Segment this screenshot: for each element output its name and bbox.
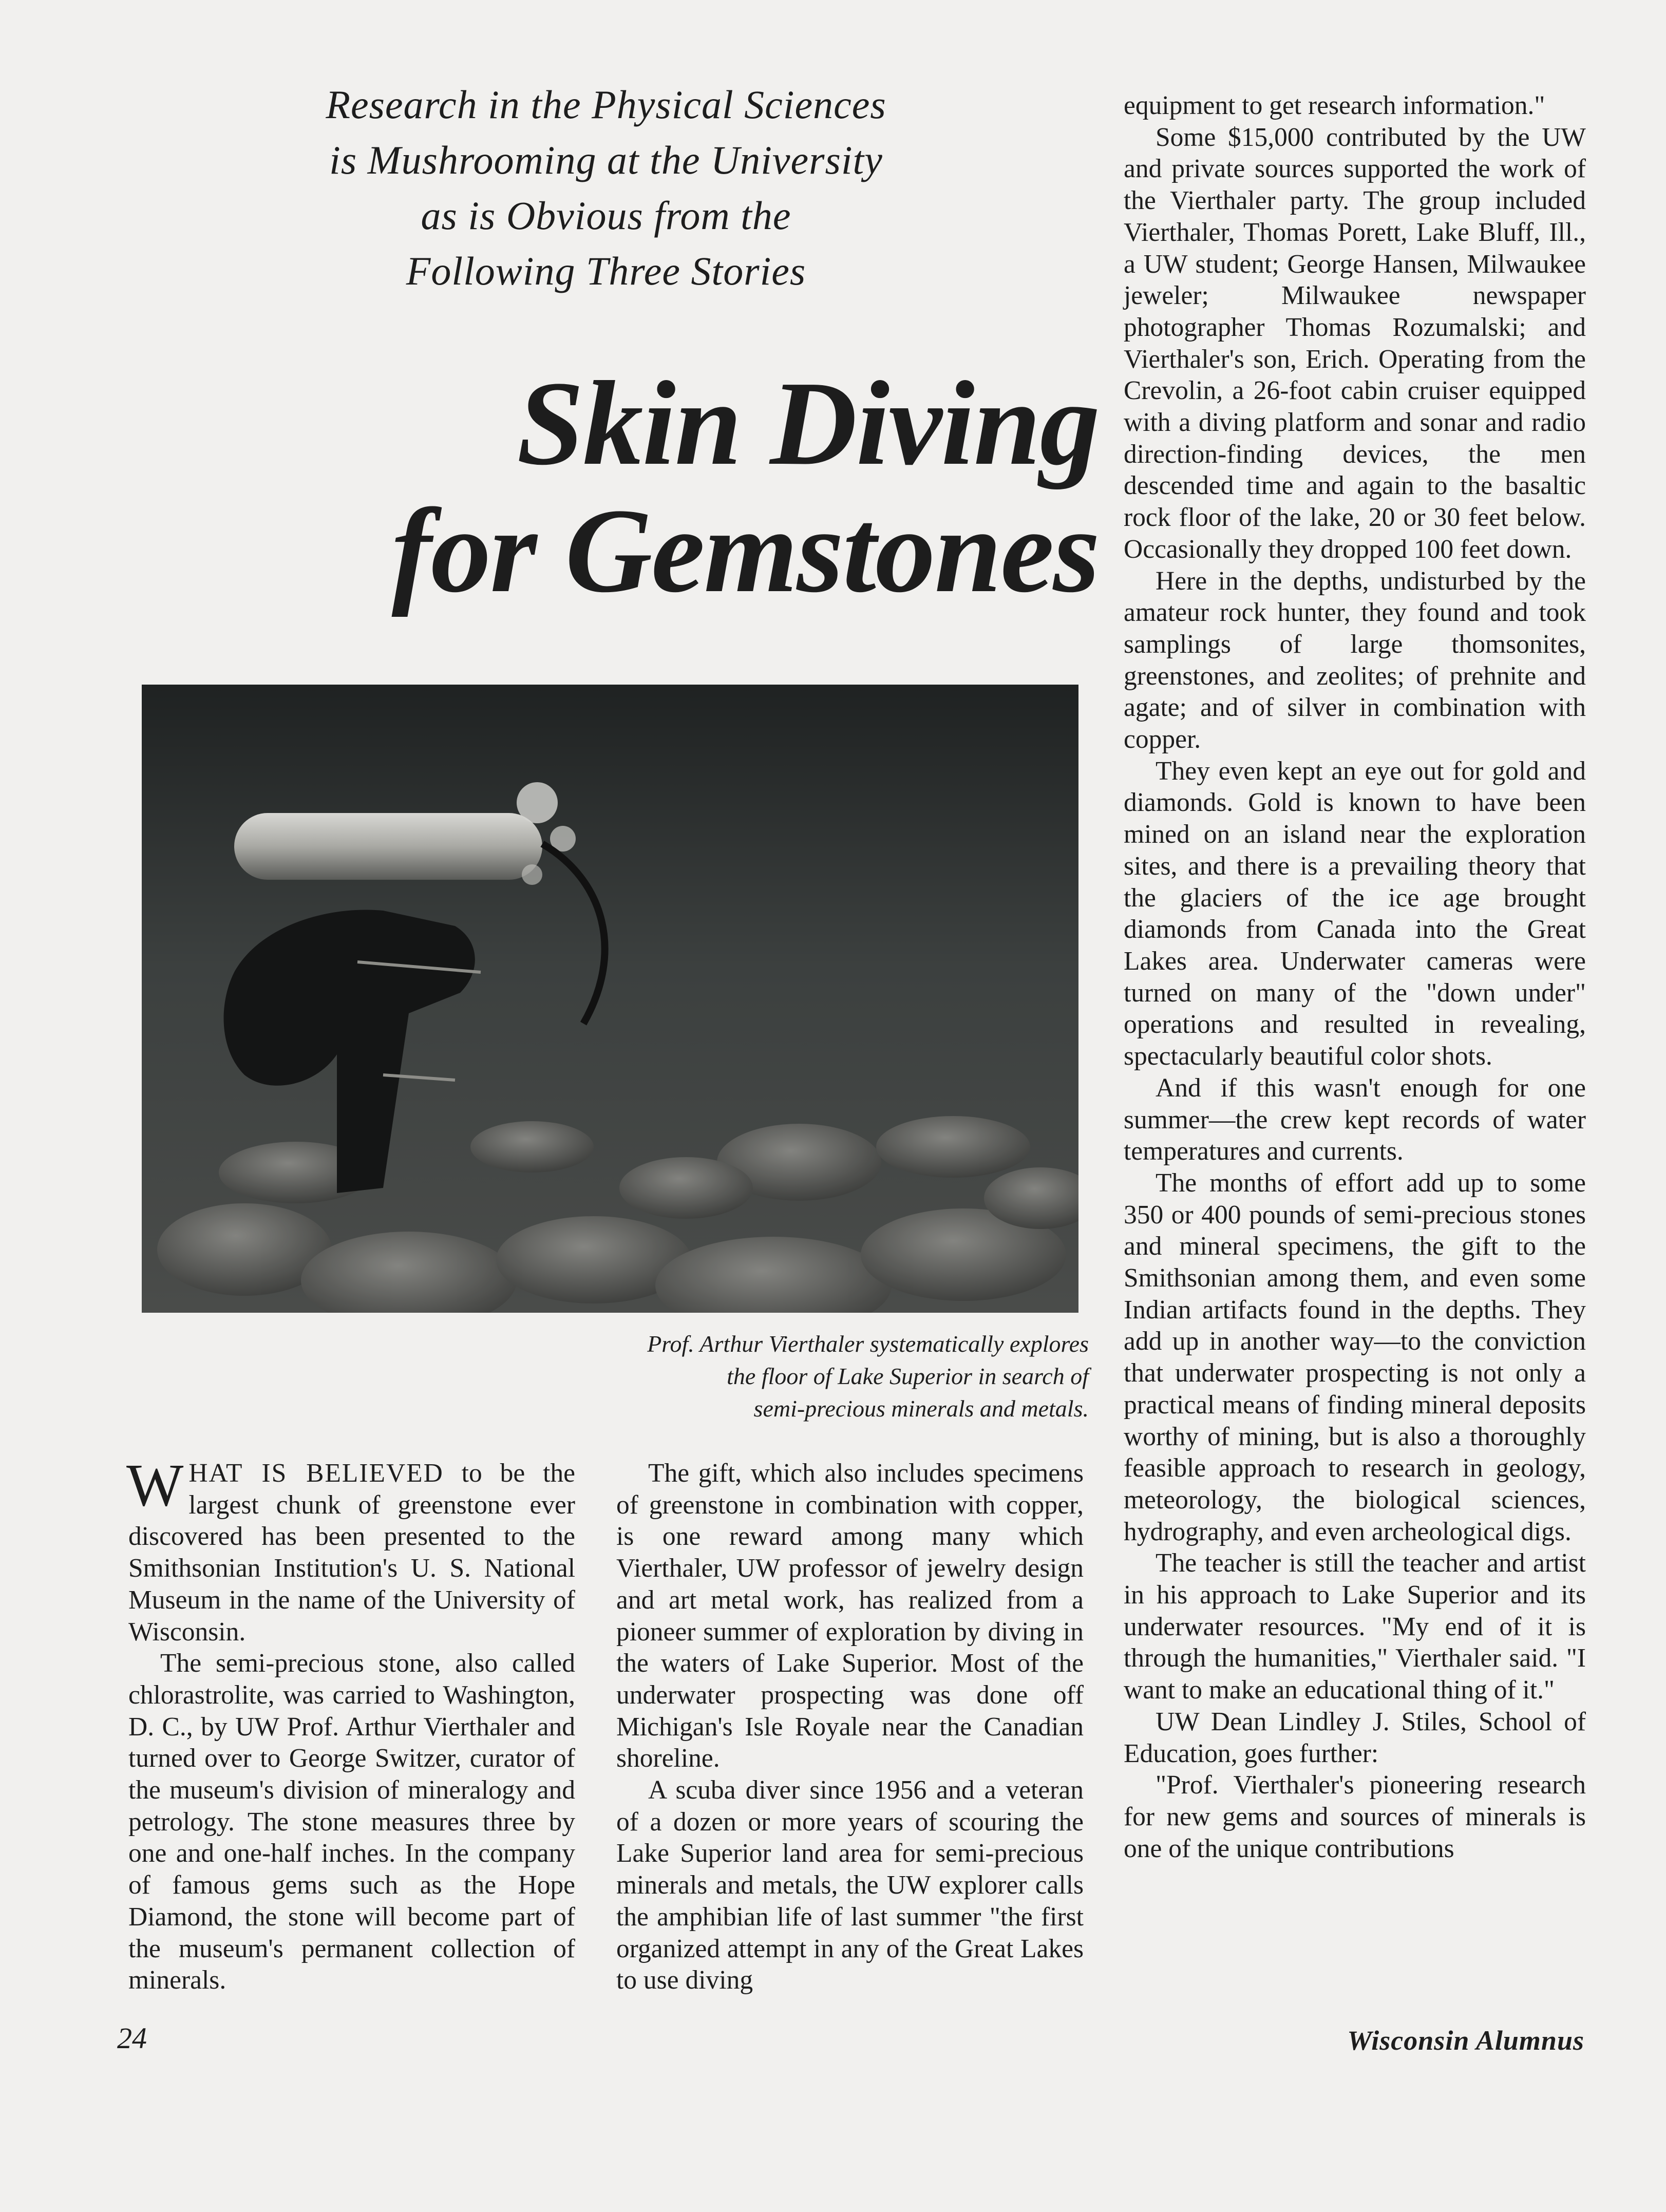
article-column-1 [126,1451,575,1996]
paragraph: Some $15,000 contributed by the UW and private sources supported the work of the Vierthaler party. The group included Vierthaler, Thomas Porett, Lake Bluff, Ill., a UW student; George Hansen, Milwaukee jeweler; Milwaukee newspaper photographer Thomas Rozumalski; and Vierthaler's son, Erich. Operating from the Crevolin, a 26-foot cabin cruiser equipped with a diving platform and sonar and radio direction-finding devices, the men descended time and again to the basaltic rock floor of the lake, 20 or 30 feet below. Occasionally they dropped 100 feet down. [1124,122,1586,564]
diver-photo [142,685,1078,1313]
kicker-deck [241,77,971,299]
photo-caption [390,1328,1089,1425]
kicker-line: is Mushrooming at the University [329,138,883,182]
publication-name: Wisconsin Alumnus [1347,2025,1584,2056]
kicker-line: Following Three Stories [406,249,806,293]
paragraph: equipment to get research information." [1124,91,1545,120]
headline-line: Skin Diving [517,356,1099,490]
paragraph: Here in the depths, undisturbed by the amateur rock hunter, they found and took samplings of large thomsonites, greenstones, and zeolites; of prehnite and agate; and of silver in combination with copper. [1124,566,1586,754]
article-column-3 [1124,90,1586,1864]
paragraph: They even kept an eye out for gold and diamonds. Gold is known to have been mined on an island near the exploration sites, and there is a prevailing theory that the glaciers of the ice age brought diamonds from Canada into the Great Lakes area. Underwater cameras were turned on many of the "down under" operations and resulted in revealing, spectacularly beautiful color shots. [1124,756,1586,1071]
paragraph: A scuba diver since 1956 and a veteran of a dozen or more years of scouring the Lake Superior land area for semi-precious minerals and metals, the UW explorer calls the amphibian life of last summer "the first organized attempt in any of the Great Lakes to use diving [616,1775,1084,1995]
paragraph: The gift, which also includes specimens of greenstone in combination with copper, is one reward among many which Vierthaler, UW professor of jewelry design and art metal work, has realized from a pioneer summer of exploration by diving in the waters of Lake Superior. Most of the underwater prospecting was done off Michigan's Isle Royale near the Canadian shoreline. [616,1459,1084,1773]
paragraph: And if this wasn't enough for one summer—the crew kept records of water temperatures and currents. [1124,1073,1586,1166]
paragraph: The semi-precious stone, also called chlorastrolite, was carried to Washington, D. C., by UW Prof. Arthur Vierthaler and turned over to George Switzer, curator of the museum's division of mineralogy and petrology. The stone measures three by one and one-half inches. In the company of famous gems such as the Hope Diamond, the stone will become part of the museum's permanent collection of minerals. [128,1649,575,1995]
page-number: 24 [117,2021,147,2055]
paragraph: The teacher is still the teacher and artist in his approach to Lake Superior and its underwater resources. "My end of it is through the humanities," Vierthaler said. "I want to make an educational thing of it." [1124,1548,1586,1705]
caption-line: semi-precious minerals and metals. [753,1395,1089,1422]
caption-line: the floor of Lake Superior in search of [727,1363,1089,1389]
headline [272,356,1099,617]
paragraph [126,1451,575,1648]
kicker-line: Research in the Physical Sciences [326,82,886,127]
caption-line: Prof. Arthur Vierthaler systematically explores [647,1331,1089,1357]
headline-line: for Gemstones [391,484,1099,617]
paragraph-text: to be the largest chunk of greenstone ever discovered has been presented to the Smithsonian Institution's U. S. National Museum in the name of the University of Wisconsin. [128,1459,575,1647]
underwater-scene-image [142,685,1078,1313]
paragraph: "Prof. Vierthaler's pioneering research for new gems and sources of minerals is one of the unique contributions [1124,1770,1586,1863]
article-column-2 [616,1458,1084,1996]
lead-in-caps: HAT IS BELIEVED [188,1459,444,1488]
kicker-line: as is Obvious from the [421,193,791,238]
paragraph: UW Dean Lindley J. Stiles, School of Education, goes further: [1124,1707,1586,1768]
paragraph: The months of effort add up to some 350 or 400 pounds of semi-precious stones and mineral specimens, the gift to the Smithsonian among them, and even some Indian artifacts found in the depths. They add up in another way—to the conviction that underwater prospecting is not only a practical means of finding mineral deposits worthy of mining, but is also a thoroughly feasible approach to research in geology, meteorology, the biological sciences, hydrography, and even archeological digs. [1124,1168,1586,1546]
drop-cap: W [126,1451,184,1519]
